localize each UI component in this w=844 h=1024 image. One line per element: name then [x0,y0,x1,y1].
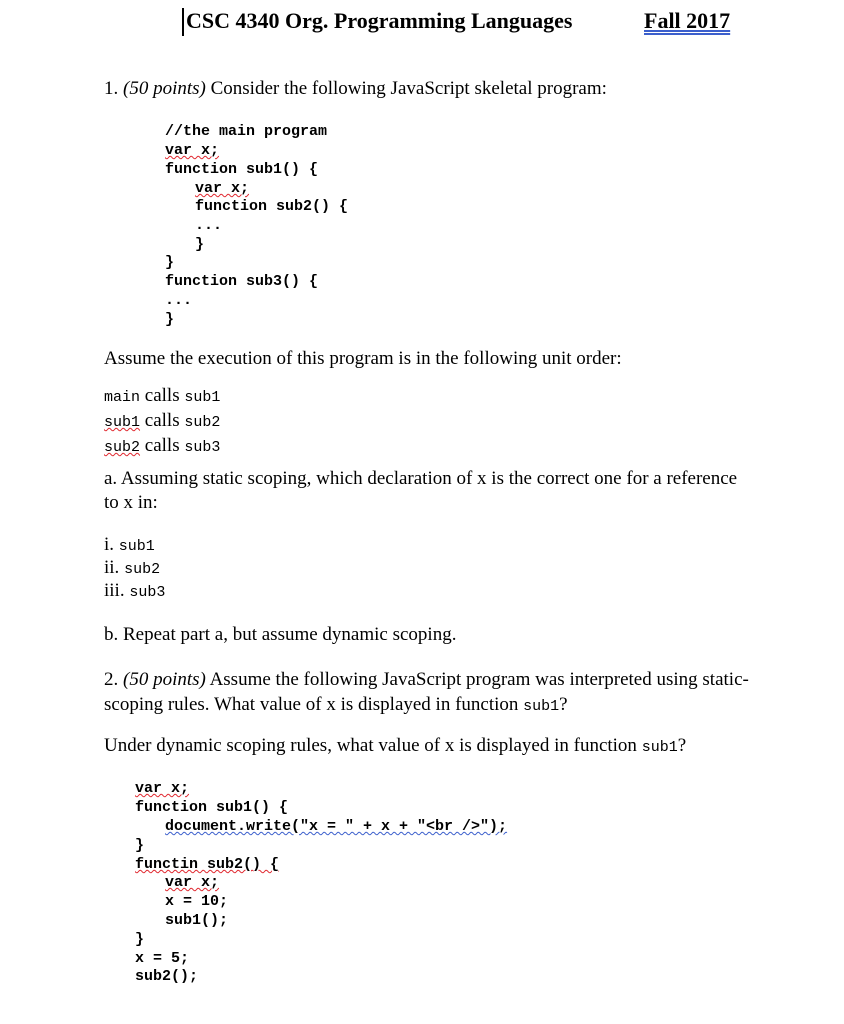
part-a-item: ii. sub2 [104,557,161,578]
code-line: document.write("x = " + x + "<br />"); [165,818,508,835]
term-label: Fall 2017 [644,8,731,33]
course-title: CSC 4340 Org. Programming Languages [186,8,573,33]
code-line: } [195,236,205,253]
part-a-line2: to x in: [104,492,158,513]
code-line: var x; [135,780,190,797]
text-cursor [182,8,184,36]
part-b: b. Repeat part a, but assume dynamic scoping. [104,624,457,645]
code-line: var x; [195,180,250,197]
code-line: var x; [165,874,220,891]
code-line: function sub1() { [135,799,289,816]
code-line: } [165,311,175,328]
code-line: //the main program [165,123,328,140]
code-line: sub2(); [135,968,199,985]
code-line: x = 5; [135,950,190,967]
code-line: var x; [165,142,220,159]
call-line: main calls sub1 [104,385,221,406]
q2-line3: Under dynamic scoping rules, what value of x is displayed in function sub1? [104,735,687,756]
code-line: } [135,931,145,948]
code-line: ... [195,217,223,234]
code-line: } [165,254,175,271]
q1-number: 1. [104,78,119,99]
code-line: function sub1() { [165,161,319,178]
q1-intro: Consider the following JavaScript skeletal program: [210,78,607,99]
part-a-line1: a. Assuming static scoping, which declaration of x is the correct one for a reference [104,468,738,489]
code-line: functin sub2() { [135,856,280,873]
call-line: sub2 calls sub3 [104,435,221,456]
code-line: function sub3() { [165,273,319,290]
q1-points: (50 points) [123,78,206,99]
q2-line1: 2. (50 points) Assume the following JavaScript program was interpreted using static- [104,669,749,690]
code-line: } [135,837,145,854]
code-line: x = 10; [165,893,229,910]
call-line: sub1 calls sub2 [104,410,221,431]
part-a-item: i. sub1 [104,534,155,555]
code-line: function sub2() { [195,198,349,215]
part-a-item: iii. sub3 [104,580,166,601]
q2-line2: scoping rules. What value of x is displayed in function sub1? [104,694,568,715]
code-line: ... [165,292,193,309]
q1-assume: Assume the execution of this program is in the following unit order: [104,348,622,369]
q1-prompt [104,78,607,100]
code-line: sub1(); [165,912,229,929]
